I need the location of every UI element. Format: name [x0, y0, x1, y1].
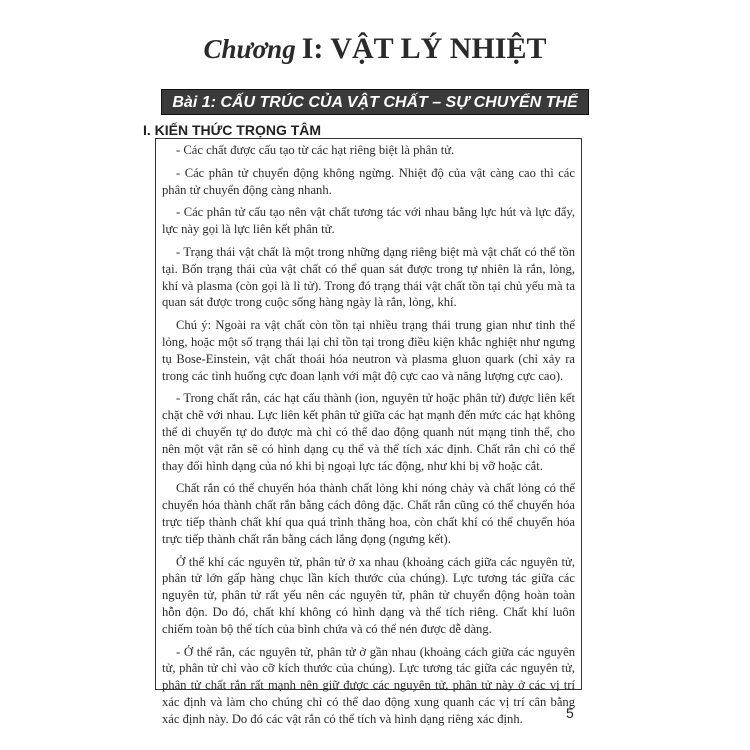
content-box [155, 138, 582, 726]
paragraph: - Ở thể rắn, các nguyên tử, phân tử ở gần nhau (khoảng cách giữa các nguyên tử, phân tử chỉ vào cỡ kích thước của chúng). Lực tương tác giữa các nguyên tử, phân tử chất rắn rất mạnh nên giữ được các nguyên tử, phân tử này ở các vị trí xác định và làm cho chúng chỉ có thể dao động xung quanh các vị trí cân bằng xác định này. Do đó các vật rắn có thể tích và hình dạng riêng xác định. [162, 644, 575, 726]
section-heading: I. KIẾN THỨC TRỌNG TÂM [143, 122, 322, 138]
chapter-prefix: Chương [203, 34, 296, 64]
chapter-title [0, 32, 750, 66]
paragraph-note: Chú ý: Ngoài ra vật chất còn tồn tại nhiều trạng thái trung gian như tinh thể lỏng, hoặc một số trạng thái lại chỉ tồn tại trong điều kiện khắc nghiệt như ngưng tụ Bose-Einstein, vật chất thoái hóa neutron và plasma gluon quark (chỉ xảy ra trong các tình huống cực đoan lạnh với mật độ cực cao và năng lượng cực cao). [162, 318, 575, 383]
paragraph: - Trạng thái vật chất là một trong những dạng riêng biệt mà vật chất có thể tồn tại. Bốn trạng thái của vật chất có thể quan sát được trong tự nhiên là rắn, lỏng, khí và plasma (còn gọi là lỉ tử). Trong đó trạng thái vật chất tồn tại chủ yếu mà ta quan sát được trong cuộc sống hàng ngày là rắn, lỏng, khí. [162, 244, 575, 310]
paragraph: - Các phân tử cấu tạo nên vật chất tương tác với nhau bằng lực hút và lực đẩy, lực này gọi là lực liên kết phân tử. [162, 205, 575, 237]
paragraph: - Trong chất rắn, các hạt cấu thành (ion, nguyên tử hoặc phân tử) được liên kết chặt chẽ với nhau. Lực liên kết phân tử giữa các hạt mạnh đến mức các hạt không thể di chuyển tự do được mà chỉ có thể dao động quanh nút mạng tinh thể, cho nên một vật rắn sẽ có hình dạng cụ thể và thể tích xác định. Chất rắn chỉ có thể thay đổi hình dạng của nó khi bị ngoại lực tác động, như khi bị vỡ hoặc cắt. [162, 391, 575, 473]
paragraph: Chất rắn có thể chuyển hóa thành chất lỏng khi nóng chảy và chất lỏng có thể chuyển hóa thành chất rắn bằng cách đông đặc. Chất rắn cũng có thể chuyển hóa trực tiếp thành chất khí qua quá trình thăng hoa, còn chất khí có thể chuyển hóa trực tiếp thành chất rắn bằng cách lắng đọng (ngưng kết). [162, 481, 575, 546]
paragraph: - Các phân tử chuyển động không ngừng. Nhiệt độ của vật càng cao thì các phân tử chuyển động càng nhanh. [162, 165, 575, 197]
page-number: 5 [566, 705, 574, 721]
chapter-name: I: VẬT LÝ NHIỆT [301, 32, 547, 65]
paragraph: Ở thể khí các nguyên tử, phân tử ở xa nhau (khoảng cách giữa các nguyên tử, phân tử lớn gấp hàng chục lần kích thước của chúng). Lực tương tác giữa các nguyên tử, phân tử rất yếu nên các nguyên tử, phân tử chuyển động hoàn toàn hỗn độn. Do đó, chất khí không có hình dạng và thể tích riêng. Chất khí luôn chiếm toàn bộ thể tích của bình chứa và có thể nén được dễ dàng. [162, 554, 575, 636]
lesson-title-bar: Bài 1: CẤU TRÚC CỦA VẬT CHẤT – SỰ CHUYỂN THỂ [161, 89, 589, 115]
paragraph: - Các chất được cấu tạo từ các hạt riêng biệt là phân tử. [176, 143, 455, 157]
